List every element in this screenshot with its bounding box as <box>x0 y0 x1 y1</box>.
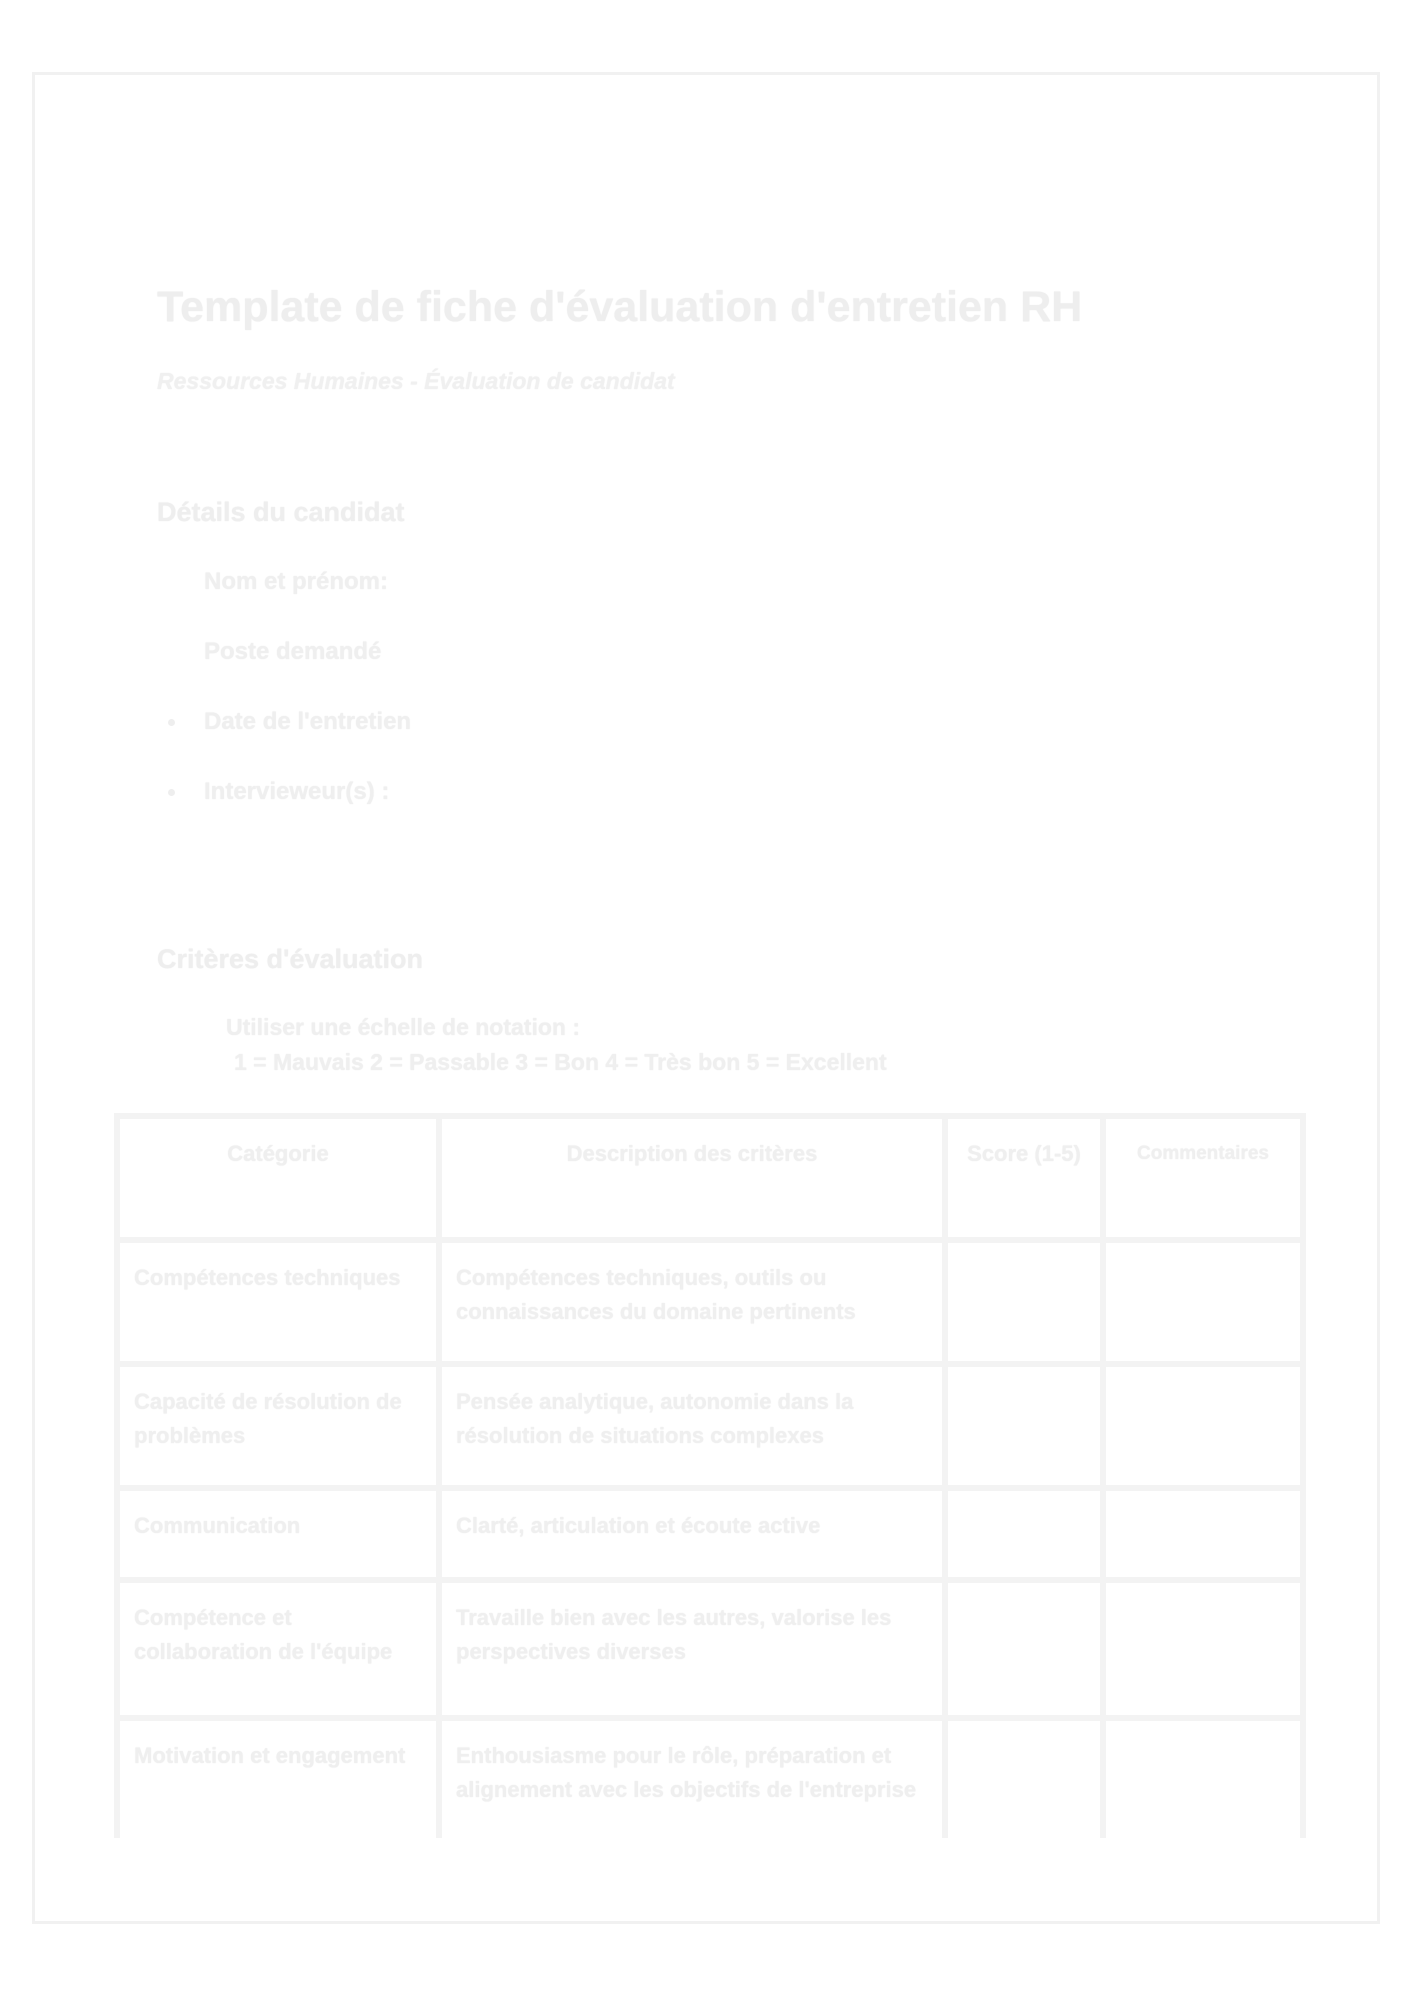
bullet-icon <box>168 579 175 586</box>
score-cell[interactable] <box>948 1243 1100 1361</box>
bullet-icon <box>168 649 175 656</box>
candidate-detail-label: Intervieweur(s) : <box>204 778 390 805</box>
description-cell: Pensée analytique, autonomie dans la résolution de situations complexes <box>442 1367 942 1485</box>
score-cell[interactable] <box>948 1491 1100 1577</box>
candidate-detail-item <box>160 700 411 770</box>
document-title: Template de fiche d'évaluation d'entretien RH <box>157 283 1083 331</box>
description-cell: Enthousiasme pour le rôle, préparation et alignement avec les objectifs de l'entreprise <box>442 1721 942 1861</box>
score-cell[interactable] <box>948 1367 1100 1485</box>
description-cell: Clarté, articulation et écoute active <box>442 1491 942 1577</box>
category-cell: Communication <box>120 1491 436 1577</box>
candidate-detail-label: Date de l'entretien <box>204 708 412 735</box>
table-row <box>120 1583 1300 1715</box>
rating-scale <box>226 1010 887 1080</box>
candidate-detail-item <box>160 770 411 840</box>
category-cell: Motivation et engagement <box>120 1721 436 1861</box>
category-cell: Compétence et collaboration de l'équipe <box>120 1583 436 1715</box>
rating-scale-intro: Utiliser une échelle de notation : <box>226 1014 581 1040</box>
evaluation-table <box>114 1113 1306 1867</box>
table-row <box>120 1491 1300 1577</box>
candidate-details-list <box>160 560 411 840</box>
comments-cell[interactable] <box>1106 1243 1300 1361</box>
description-cell: Compétences techniques, outils ou connaissances du domaine pertinents <box>442 1243 942 1361</box>
score-cell[interactable] <box>948 1583 1100 1715</box>
candidate-detail-item <box>160 560 411 630</box>
comments-cell[interactable] <box>1106 1367 1300 1485</box>
criteria-section-heading: Critères d'évaluation <box>157 944 424 974</box>
candidate-section-heading: Détails du candidat <box>157 497 405 527</box>
candidate-detail-label: Poste demandé <box>204 638 382 665</box>
candidate-detail-label: Nom et prénom: <box>204 568 389 595</box>
category-cell: Capacité de résolution de problèmes <box>120 1367 436 1485</box>
comments-cell[interactable] <box>1106 1583 1300 1715</box>
description-cell: Travaille bien avec les autres, valorise les perspectives diverses <box>442 1583 942 1715</box>
table-header-row <box>120 1119 1300 1237</box>
document-subtitle: Ressources Humaines - Évaluation de candidat <box>157 368 675 394</box>
bullet-icon <box>168 719 175 726</box>
table-row <box>120 1243 1300 1361</box>
table-row <box>120 1367 1300 1485</box>
header-score: Score (1-5) <box>948 1119 1100 1237</box>
header-description: Description des critères <box>442 1119 942 1237</box>
bullet-icon <box>168 789 175 796</box>
category-cell: Compétences techniques <box>120 1243 436 1361</box>
header-comments: Commentaires <box>1106 1119 1300 1237</box>
header-category: Catégorie <box>120 1119 436 1237</box>
candidate-detail-item <box>160 630 411 700</box>
comments-cell[interactable] <box>1106 1491 1300 1577</box>
rating-scale-values: 1 = Mauvais 2 = Passable 3 = Bon 4 = Très bon 5 = Excellent <box>234 1049 887 1075</box>
page-bottom-margin <box>100 1838 1320 1908</box>
